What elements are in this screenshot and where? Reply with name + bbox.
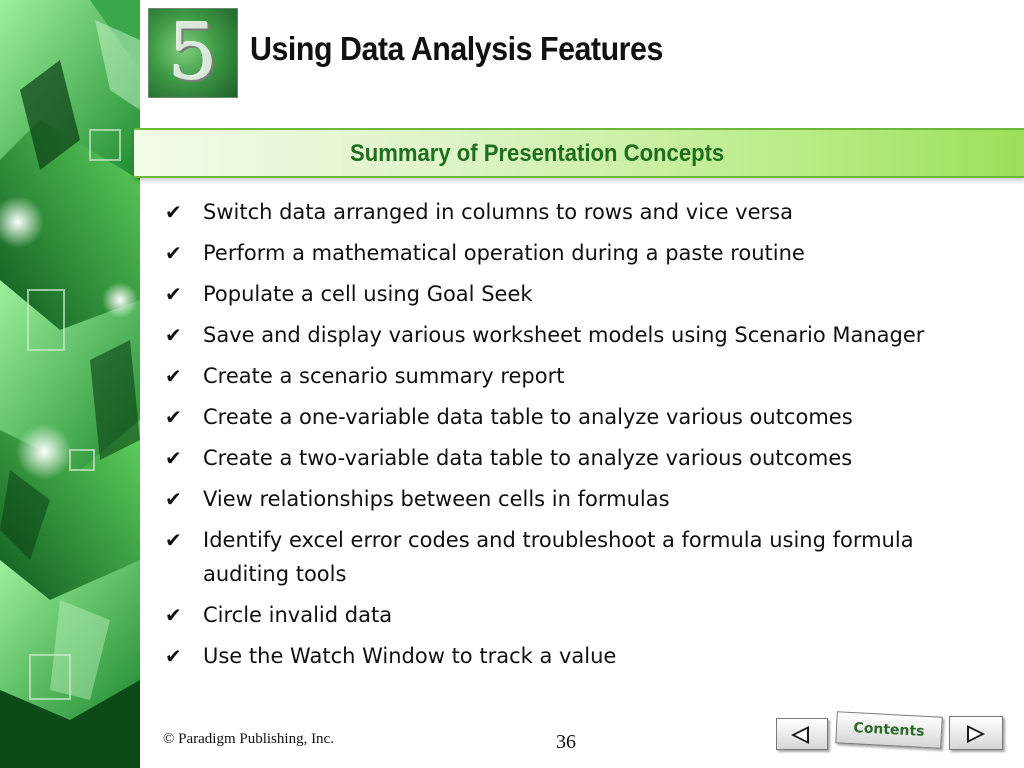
checkmark-icon: ✔ (165, 405, 182, 429)
checkmark-icon: ✔ (165, 528, 182, 552)
list-item-text: Create a one-variable data table to analyze various outcomes (203, 405, 853, 429)
list-item (165, 523, 995, 591)
contents-button[interactable] (835, 711, 943, 749)
arrow-left-icon (791, 726, 809, 744)
list-item (165, 441, 995, 475)
list-item (165, 400, 995, 434)
list-item-text: View relationships between cells in formulas (203, 487, 670, 511)
list-item-text: Perform a mathematical operation during a paste routine (203, 241, 805, 265)
list-item-text: Use the Watch Window to track a value (203, 644, 617, 668)
checkmark-icon: ✔ (165, 323, 182, 347)
checkmark-icon: ✔ (165, 487, 182, 511)
list-item-text: Circle invalid data (203, 603, 393, 627)
checkmark-icon: ✔ (165, 603, 182, 627)
checkmark-icon: ✔ (165, 241, 182, 265)
checkmark-icon: ✔ (165, 364, 182, 388)
checkmark-icon: ✔ (165, 200, 182, 224)
page-number: 36 (556, 731, 576, 753)
list-item (165, 277, 995, 311)
list-item-text: Create a two-variable data table to analyze various outcomes (203, 446, 853, 470)
checkmark-icon: ✔ (165, 282, 182, 306)
list-item (165, 482, 995, 516)
list-item (165, 318, 995, 352)
list-item (165, 236, 995, 270)
list-item (165, 195, 995, 229)
list-item (165, 598, 995, 632)
decorative-sidebar (0, 0, 140, 768)
contents-button-label: Contents (853, 720, 925, 740)
concept-list (165, 195, 995, 680)
list-item-text: Create a scenario summary report (203, 364, 565, 388)
previous-slide-button[interactable] (776, 718, 828, 750)
checkmark-icon: ✔ (165, 644, 182, 668)
checkmark-icon: ✔ (165, 446, 182, 470)
list-item-text: Save and display various worksheet models using Scenario Manager (203, 323, 925, 347)
arrow-right-icon (967, 725, 985, 743)
chapter-number-badge (148, 8, 238, 98)
copyright-notice: © Paradigm Publishing, Inc. (163, 731, 334, 747)
list-item-text: Switch data arranged in columns to rows and vice versa (203, 200, 793, 224)
list-item-text: Identify excel error codes and troubleshoot a formula using formula auditing tools (203, 528, 914, 586)
chapter-number: 5 (168, 8, 218, 98)
next-slide-button[interactable] (949, 716, 1003, 750)
list-item (165, 359, 995, 393)
section-banner-title: Summary of Presentation Concepts (350, 140, 725, 167)
list-item (165, 639, 995, 673)
slide-title: Using Data Analysis Features (250, 30, 663, 67)
list-item-text: Populate a cell using Goal Seek (203, 282, 533, 306)
